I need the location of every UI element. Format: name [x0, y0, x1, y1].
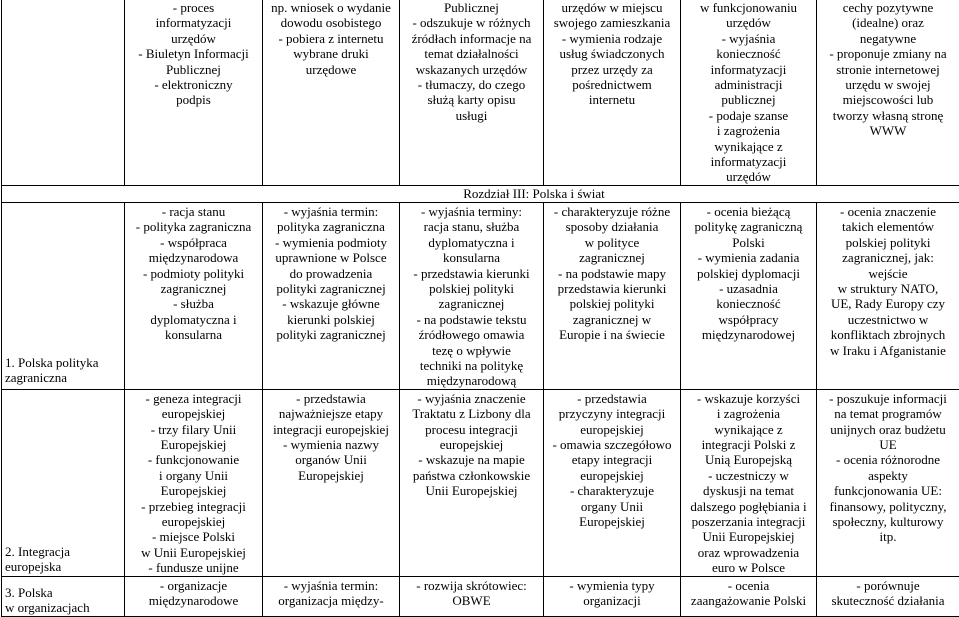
cell-line: - pobiera z internetu [266, 31, 396, 46]
cell-line: informatyzacji [128, 15, 259, 30]
cell-line: - Biuletyn Informacji [128, 46, 259, 61]
topic-cell [2, 576, 125, 616]
cell-line: funkcjonowania UE: [820, 483, 956, 498]
topic-cell [2, 0, 125, 185]
cell-line: - służba [128, 296, 259, 311]
cell-line: w Unii Europejskiej [128, 545, 259, 560]
cell-line: techniki na politykę [403, 358, 540, 373]
cell-line: w struktury NATO, [820, 281, 956, 296]
cell-line: Europejskiej [128, 483, 259, 498]
cell-line: dowodu osobistego [266, 15, 396, 30]
cell-line: uczestnictwo w [820, 312, 956, 327]
cell-line: urzędu w swojej [820, 77, 956, 92]
cell-line: przez urzędy za [547, 62, 677, 77]
cell-line: - omawia szczegółowo [547, 437, 677, 452]
content-cell [817, 576, 959, 616]
cell-line: integracji Polski z [684, 437, 813, 452]
cell-line: międzynarodowej [684, 327, 813, 342]
cell-line: i organy Unii [128, 468, 259, 483]
cell-line: aspekty [820, 468, 956, 483]
content-cell [817, 202, 959, 389]
cell-line: oraz wprowadzenia [684, 545, 813, 560]
section-header-cell [2, 185, 959, 202]
cell-line: (idealne) oraz [820, 15, 956, 30]
cell-line: informatyzacji [684, 154, 813, 169]
cell-line: - na podstawie tekstu [403, 312, 540, 327]
cell-line: swojego zamieszkania [547, 15, 677, 30]
cell-line: publicznej [684, 92, 813, 107]
cell-line: przedstawia kierunki [547, 281, 677, 296]
cell-line: tezę o wpływie [403, 343, 540, 358]
cell-line: - proponuje zmiany na [820, 46, 956, 61]
cell-line: międzynarodowe [128, 593, 259, 608]
cell-line: wynikające z [684, 139, 813, 154]
cell-line: państwa członkowskie [403, 468, 540, 483]
cell-line: 1. Polska polityka [5, 355, 121, 370]
cell-line: temat działalności [403, 46, 540, 61]
topic-cell [2, 389, 125, 576]
cell-line: - uczestniczy w [684, 468, 813, 483]
cell-line: społeczny, kulturowy [820, 514, 956, 529]
cell-line: - przedstawia kierunki [403, 266, 540, 281]
content-cell [400, 202, 544, 389]
cell-line: międzynarodowa [128, 250, 259, 265]
cell-line: - wskazuje na mapie [403, 452, 540, 467]
cell-line: Traktatu z Lizbony dla [403, 406, 540, 421]
cell-line: europejskiej [547, 422, 677, 437]
cell-line: euro w Polsce [684, 560, 813, 575]
cell-line: racja stanu, służba [403, 219, 540, 234]
cell-line: polskiej polityki [820, 235, 956, 250]
content-cell [544, 576, 681, 616]
cell-line: - uzasadnia [684, 281, 813, 296]
cell-line: - ocenia znaczenie [820, 204, 956, 219]
cell-line: - polityka zagraniczna [128, 219, 259, 234]
cell-line: w Iraku i Afganistanie [820, 343, 956, 358]
cell-line: 3. Polska [5, 585, 121, 600]
cell-line: informatyzacji [684, 62, 813, 77]
cell-line: Publicznej [128, 62, 259, 77]
cell-line: zagranicznej, jak: [820, 250, 956, 265]
cell-line: urzędowe [266, 62, 396, 77]
cell-line: Unii Europejskiej [403, 483, 540, 498]
cell-line: - charakteryzuje różne [547, 204, 677, 219]
cell-line: - ocenia [684, 578, 813, 593]
cell-line: wskazanych urzędów [403, 62, 540, 77]
content-cell [125, 0, 263, 185]
cell-line: wybrane druki [266, 46, 396, 61]
content-cell [544, 202, 681, 389]
cell-line: miejscowości lub [820, 92, 956, 107]
cell-line: administracji [684, 77, 813, 92]
cell-line: polityki zagranicznej [266, 281, 396, 296]
cell-line: współpracy [684, 312, 813, 327]
cell-line: np. wniosek o wydanie [266, 0, 396, 15]
cell-line: organów Unii [266, 452, 396, 467]
cell-line: zaangażowanie Polski [684, 593, 813, 608]
table-row [2, 0, 959, 185]
cell-line: źródłowego omawia [403, 327, 540, 342]
cell-line: - wskazuje główne [266, 296, 396, 311]
cell-line: międzynarodową [403, 373, 540, 388]
cell-line: w funkcjonowaniu [684, 0, 813, 15]
cell-line: - funkcjonowanie [128, 452, 259, 467]
content-cell [125, 202, 263, 389]
cell-line: Europejskiej [547, 514, 677, 529]
cell-line: dalszego pogłębiania i [684, 499, 813, 514]
content-cell [263, 202, 400, 389]
cell-line: integracji europejskiej [266, 422, 396, 437]
content-cell [125, 389, 263, 576]
cell-line: zagranicznej [403, 296, 540, 311]
cell-line: urzędów [128, 31, 259, 46]
curriculum-table [1, 0, 959, 617]
cell-line: negatywne [820, 31, 956, 46]
cell-line: itp. [820, 529, 956, 544]
cell-line: konieczność [684, 46, 813, 61]
cell-line: urzędów [684, 169, 813, 184]
cell-line: UE, Rady Europy czy [820, 296, 956, 311]
cell-line: - wyjaśnia terminy: [403, 204, 540, 219]
cell-line: - podmioty polityki [128, 266, 259, 281]
cell-line: - wyjaśnia [684, 31, 813, 46]
cell-line: stronie internetowej [820, 62, 956, 77]
cell-line: - wyjaśnia termin: [266, 578, 396, 593]
content-cell [817, 0, 959, 185]
content-cell [681, 389, 817, 576]
cell-line: służą karty opisu [403, 92, 540, 107]
cell-line: - podaje szanse [684, 108, 813, 123]
content-cell [544, 0, 681, 185]
content-cell [817, 389, 959, 576]
cell-line: dyskusji na temat [684, 483, 813, 498]
cell-line: urzędów w miejscu [547, 0, 677, 15]
cell-line: - geneza integracji [128, 391, 259, 406]
content-cell [400, 0, 544, 185]
content-cell [400, 389, 544, 576]
cell-line: - charakteryzuje [547, 483, 677, 498]
topic-cell [2, 202, 125, 389]
cell-line: - rozwija skrótowiec: [403, 578, 540, 593]
cell-line: polskiej polityki [547, 296, 677, 311]
cell-line: - wymienia nazwy [266, 437, 396, 452]
cell-line: urzędów [684, 15, 813, 30]
cell-line: - wymienia podmioty [266, 235, 396, 250]
cell-line: tworzy własną stronę [820, 108, 956, 123]
cell-line: zagranicznej w [547, 312, 677, 327]
cell-line: Publicznej [403, 0, 540, 15]
cell-line: - ocenia różnorodne [820, 452, 956, 467]
cell-line: w polityce [547, 235, 677, 250]
cell-line: poszerzania integracji [684, 514, 813, 529]
cell-line: OBWE [403, 593, 540, 608]
cell-line: organizacja między- [266, 593, 396, 608]
cell-line: - wymienia zadania [684, 250, 813, 265]
cell-line: politykę zagraniczną [684, 219, 813, 234]
cell-line: i zagrożenia [684, 406, 813, 421]
cell-line: europejska [5, 559, 121, 574]
cell-line: procesu integracji [403, 422, 540, 437]
cell-line: - miejsce Polski [128, 529, 259, 544]
cell-line: konieczność [684, 296, 813, 311]
cell-line: skuteczność działania [820, 593, 956, 608]
cell-line: europejskiej [403, 437, 540, 452]
cell-line: usługi [403, 108, 540, 123]
cell-line: wynikające z [684, 422, 813, 437]
cell-line: przyczyny integracji [547, 406, 677, 421]
cell-line: pośrednictwem [547, 77, 677, 92]
cell-line: źródłach informacje na [403, 31, 540, 46]
table-row [2, 202, 959, 389]
cell-line: Europie i na świecie [547, 327, 677, 342]
cell-line: na temat programów [820, 406, 956, 421]
content-cell [544, 389, 681, 576]
cell-line: Unią Europejską [684, 452, 813, 467]
cell-line: - współpraca [128, 235, 259, 250]
cell-line: europejskiej [128, 406, 259, 421]
cell-line: - poszukuje informacji [820, 391, 956, 406]
cell-line: europejskiej [128, 514, 259, 529]
cell-line: - wyjaśnia znaczenie [403, 391, 540, 406]
table-row [2, 389, 959, 576]
cell-line: - trzy filary Unii [128, 422, 259, 437]
content-cell [263, 0, 400, 185]
cell-line: - wymienia rodzaje [547, 31, 677, 46]
cell-line: Unii Europejskiej [684, 529, 813, 544]
cell-line: konfliktach zbrojnych [820, 327, 956, 342]
cell-line: w organizacjach [5, 600, 121, 615]
cell-line: konsularna [403, 250, 540, 265]
cell-line: sposoby działania [547, 219, 677, 234]
cell-line: zagraniczna [5, 370, 121, 385]
cell-line: - tłumaczy, do czego [403, 77, 540, 92]
cell-line: usług świadczonych [547, 46, 677, 61]
content-cell [400, 576, 544, 616]
cell-line: - przebieg integracji [128, 499, 259, 514]
cell-line: - organizacje [128, 578, 259, 593]
cell-line: polskiej dyplomacji [684, 266, 813, 281]
cell-line: - wyjaśnia termin: [266, 204, 396, 219]
cell-line: - proces [128, 0, 259, 15]
cell-line: zagranicznej [547, 250, 677, 265]
cell-line: i zagrożenia [684, 123, 813, 138]
cell-line: UE [820, 437, 956, 452]
cell-line: zagranicznej [128, 281, 259, 296]
cell-line: europejskiej [547, 468, 677, 483]
cell-line: etapy integracji [547, 452, 677, 467]
cell-line: wejście [820, 266, 956, 281]
cell-line: - przedstawia [547, 391, 677, 406]
cell-line: Europejskiej [266, 468, 396, 483]
cell-line: finansowy, polityczny, [820, 499, 956, 514]
content-cell [681, 576, 817, 616]
cell-line: dyplomatyczna i [128, 312, 259, 327]
cell-line: Polski [684, 235, 813, 250]
cell-line: podpis [128, 92, 259, 107]
cell-line: organizacji [547, 593, 677, 608]
cell-line: - na podstawie mapy [547, 266, 677, 281]
cell-line: kierunki polskiej [266, 312, 396, 327]
cell-line: - elektroniczny [128, 77, 259, 92]
cell-line: WWW [820, 123, 956, 138]
cell-line: - racja stanu [128, 204, 259, 219]
cell-line: - ocenia bieżącą [684, 204, 813, 219]
cell-line: - wskazuje korzyści [684, 391, 813, 406]
cell-line: - odszukuje w różnych [403, 15, 540, 30]
cell-line: dyplomatyczna i [403, 235, 540, 250]
section-title: Rozdział III: Polska i świat [2, 186, 804, 201]
cell-line: - fundusze unijne [128, 560, 259, 575]
cell-line: - przedstawia [266, 391, 396, 406]
cell-line: unijnych oraz budżetu [820, 422, 956, 437]
cell-line: do prowadzenia [266, 266, 396, 281]
content-cell [263, 389, 400, 576]
cell-line: polityki zagranicznej [266, 327, 396, 342]
content-cell [125, 576, 263, 616]
cell-line: - porównuje [820, 578, 956, 593]
section-header-row [2, 185, 959, 202]
cell-line: organy Unii [547, 499, 677, 514]
cell-line: uprawnione w Polsce [266, 250, 396, 265]
content-cell [263, 576, 400, 616]
cell-line: konsularna [128, 327, 259, 342]
cell-line: cechy pozytywne [820, 0, 956, 15]
cell-line: najważniejsze etapy [266, 406, 396, 421]
table-row [2, 576, 959, 616]
cell-line: internetu [547, 92, 677, 107]
content-cell [681, 0, 817, 185]
cell-line: - wymienia typy [547, 578, 677, 593]
cell-line: 2. Integracja [5, 544, 121, 559]
cell-line: Europejskiej [128, 437, 259, 452]
cell-line: polityka zagraniczna [266, 219, 396, 234]
cell-line: polskiej polityki [403, 281, 540, 296]
cell-line: takich elementów [820, 219, 956, 234]
content-cell [681, 202, 817, 389]
